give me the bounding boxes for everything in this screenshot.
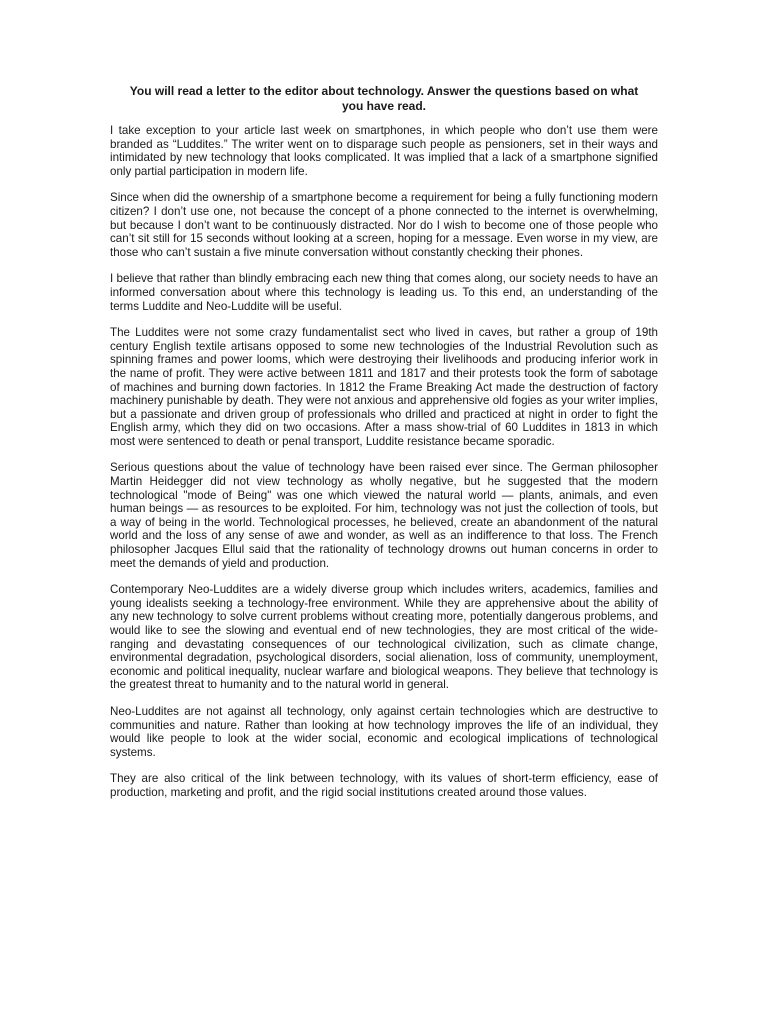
paragraph-7: Neo-Luddites are not against all technology, only against certain technologies which are destructive to communities and nature. Rather than looking at how technology improves the life of an individual, they would like people to look at the wider social, economic and ecological implications of technological systems. (110, 704, 658, 759)
paragraph-2: Since when did the ownership of a smartphone become a requirement for being a fully functioning modern citizen? I don’t use one, not because the concept of a phone connected to the internet is overwhelming, but because I don’t want to be continuously distracted. Nor do I wish to become one of those people who can’t sit still for 15 seconds without looking at a screen, hoping for a message. Even worse in my view, are those who can’t sustain a five minute conversation without constantly checking their phones. (110, 191, 658, 259)
paragraph-4: The Luddites were not some crazy fundamentalist sect who lived in caves, but rather a group of 19th century English textile artisans opposed to some new technologies of the Industrial Revolution such as spinning frames and power looms, which were destroying their livelihoods and producing inferior work in the name of profit. They were active between 1811 and 1817 and their protests took the form of sabotage of machines and burning down factories. In 1812 the Frame Breaking Act made the destruction of factory machinery punishable by death. They were not anxious and apprehensive old fogies as your writer implies, but a passionate and driven group of professionals who drilled and practiced at night in order to fight the English army, which they did on two occasions. After a mass show-trial of 60 Luddites in 1813 in which most were sentenced to death or penal transport, Luddite resistance became sporadic. (110, 326, 658, 448)
paragraph-3: I believe that rather than blindly embracing each new thing that comes along, our society needs to have an informed conversation about where this technology is leading us. To this end, an understanding of the terms Luddite and Neo-Luddite will be useful. (110, 272, 658, 313)
paragraph-8: They are also critical of the link between technology, with its values of short-term efficiency, ease of production, marketing and profit, and the rigid social institutions created around those values. (110, 772, 658, 799)
paragraph-1: I take exception to your article last week on smartphones, in which people who don’t use them were branded as “Luddites.” The writer went on to disparage such people as pensioners, set in their ways and intimidated by new technology that looks complicated. It was implied that a lack of a smartphone signified only partial participation in modern life. (110, 124, 658, 178)
document-page (110, 84, 658, 813)
paragraph-5: Serious questions about the value of technology have been raised ever since. The German philosopher Martin Heidegger did not view technology as wholly negative, but he suggested that the modern technological "mode of Being" was one which viewed the natural world — plants, animals, and even human beings — as resources to be exploited. For him, technology was not just the collection of tools, but a way of being in the world. Technological processes, he believed, create an abandonment of the natural world and the loss of any sense of awe and wonder, as well as an indifference to that loss. The French philosopher Jacques Ellul said that the rationality of technology drowns out human concerns in order to meet the demands of yield and production. (110, 461, 658, 570)
instructions-heading: You will read a letter to the editor about technology. Answer the questions based on what you have read. (129, 84, 639, 113)
paragraph-6: Contemporary Neo-Luddites are a widely diverse group which includes writers, academics, families and young idealists seeking a technology-free environment. While they are apprehensive about the ability of any new technology to solve current problems without creating more, potentially dangerous problems, and would like to see the slowing and eventual end of new technologies, they are most critical of the wide-ranging and devastating consequences of our technological civilization, such as climate change, environmental degradation, psychological disorders, social alienation, loss of community, unemployment, economic and political inequality, nuclear warfare and biological weapons. They believe that technology is the greatest threat to humanity and to the natural world in general. (110, 583, 658, 692)
